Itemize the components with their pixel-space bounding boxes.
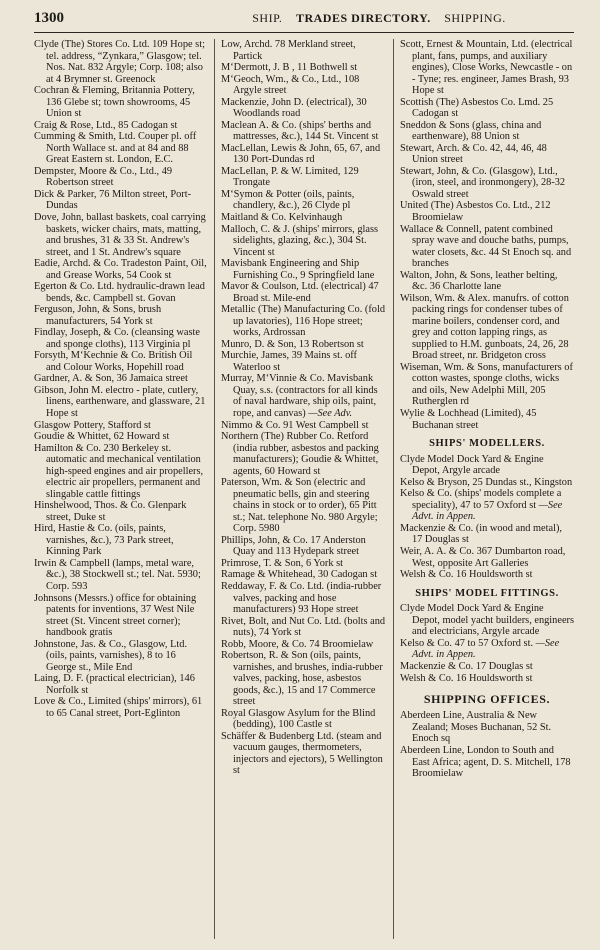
directory-entry bbox=[221, 639, 387, 651]
entry-text: Johnstone, Jas. & Co., Glasgow, Ltd. (oils, paints, varnishes), 8 to 16 George st., Mile End bbox=[34, 638, 188, 673]
directory-entry bbox=[400, 200, 574, 223]
entry-text: Mavor & Coulson, Ltd. (electrical) 47 Broad st. Mile-end bbox=[221, 281, 379, 304]
entry-text: Clyde (The) Stores Co. Ltd. 109 Hope st; tel. address, “Zynkara,” Glasgow; tel. Nos. Nat. 832 Argyle; Corp. 108; also at 4 Brymner st. Greenock bbox=[34, 39, 205, 85]
directory-entry bbox=[400, 454, 574, 477]
directory-entry bbox=[400, 523, 574, 546]
entry-text: Murchie, James, 39 Mains st. off Waterloo st bbox=[221, 350, 357, 373]
entry-text: Wallace & Connell, patent combined spray wave and douche baths, pumps, water closets, &c. 44 St Enoch sq. and branches bbox=[400, 223, 572, 270]
entry-text: Mackenzie & Co. (in wood and metal), 17 Douglas st bbox=[400, 522, 563, 546]
entry-text: Ramage & Whitehead, 30 Cadogan st bbox=[221, 569, 378, 581]
directory-entry bbox=[221, 569, 387, 581]
directory-entry bbox=[34, 523, 208, 558]
entry-text: Rivet, Bolt, and Nut Co. Ltd. (bolts and nuts), 74 York st bbox=[221, 615, 386, 639]
directory-entry bbox=[34, 281, 208, 304]
entry-text: Hird, Hastie & Co. (oils, paints, varnishes, &c.), 73 Park street, Kinning Park bbox=[34, 523, 174, 558]
entry-text: Kelso & Co. (ships' models complete a speciality), 47 to 57 Oxford st bbox=[400, 488, 562, 511]
entry-text: Primrose, T. & Son, 6 York st bbox=[221, 557, 344, 569]
entry-text: Wiseman, Wm. & Sons, manufacturers of cotton wastes, sponge cloths, wicks and oils, New Adelphi Mill, 205 Rutherglen rd bbox=[400, 361, 573, 408]
directory-entry bbox=[221, 431, 387, 477]
advertisement-reference: —See Advt. in Appen. bbox=[412, 637, 560, 661]
directory-entry bbox=[221, 281, 387, 304]
directory-entry bbox=[221, 224, 387, 259]
entry-text: Maclean A. & Co. (ships' berths and mattresses, &c.), 144 St. Vincent st bbox=[221, 119, 379, 143]
entry-text: M‘Geoch, Wm., & Co., Ltd., 108 Argyle street bbox=[221, 73, 360, 97]
directory-entry bbox=[221, 420, 387, 432]
directory-entry bbox=[400, 143, 574, 166]
entry-text: Laing, D. F. (practical electrician), 146 Norfolk st bbox=[34, 673, 195, 696]
entry-text: Munro, D. & Son, 13 Robertson st bbox=[221, 338, 364, 350]
directory-entry bbox=[34, 673, 208, 696]
entry-text: Forsyth, M‘Kechnie & Co. British Oil and Colour Works, Hopehill road bbox=[34, 350, 193, 373]
entry-text: Dove, John, ballast baskets, coal carrying baskets, wicker chairs, mats, matting, and brushes, 31 & 33 St. Andrew's street, and 1 St. Andrew's square bbox=[34, 211, 206, 258]
entry-text: Dick & Parker, 76 Milton street, Port-Dundas bbox=[34, 188, 192, 212]
directory-entry bbox=[400, 408, 574, 431]
running-header-left: SHIP. bbox=[252, 11, 283, 25]
directory-entry bbox=[221, 62, 387, 74]
directory-entry bbox=[34, 131, 208, 166]
entry-text: Hinshelwood, Thos. & Co. Glenpark street, Duke st bbox=[34, 500, 187, 523]
directory-entry bbox=[34, 373, 208, 385]
entry-text: Egerton & Co. Ltd. hydraulic-drawn lead bends, &c. Campbell st. Govan bbox=[34, 281, 205, 304]
directory-entry bbox=[400, 477, 574, 489]
directory-entry bbox=[400, 120, 574, 143]
entry-text: Maitland & Co. Kelvinhaugh bbox=[221, 211, 343, 223]
directory-entry bbox=[221, 304, 387, 339]
directory-entry bbox=[400, 362, 574, 408]
directory-entry bbox=[400, 673, 574, 685]
directory-entry bbox=[400, 293, 574, 362]
running-header-right: SHIPPING. bbox=[444, 11, 506, 25]
directory-entry bbox=[221, 39, 387, 62]
entry-text: Mackenzie & Co. 17 Douglas st bbox=[400, 660, 533, 672]
entry-text: Malloch, C. & J. (ships' mirrors, glass sidelights, glazing, &c.), 304 St. Vincent st bbox=[221, 223, 379, 258]
directory-entry bbox=[34, 639, 208, 674]
entry-text: Clyde Model Dock Yard & Engine Depot, Argyle arcade bbox=[400, 453, 544, 477]
directory-entry bbox=[400, 97, 574, 120]
section-heading: SHIPS' MODELLERS. bbox=[429, 438, 545, 450]
entry-text: Walton, John, & Sons, leather belting, &c. 36 Charlotte lane bbox=[400, 269, 558, 293]
directory-entry bbox=[34, 500, 208, 523]
running-header-center: TRADES DIRECTORY. bbox=[295, 11, 431, 25]
directory-entry bbox=[34, 385, 208, 420]
advertisement-reference: —See Advt. in Appen. bbox=[412, 499, 563, 523]
directory-entry bbox=[221, 212, 387, 224]
advertisement-reference: —See Adv. bbox=[308, 408, 353, 419]
entry-text: Robb, Moore, & Co. 74 Broomielaw bbox=[221, 638, 374, 650]
entry-text: Johnsons (Messrs.) office for obtaining patents for inventions, 37 West Nile street (St. Vincent street corner); handbook gratis bbox=[34, 592, 197, 639]
entry-text: Wylie & Lochhead (Limited), 45 Buchanan street bbox=[400, 408, 537, 431]
entry-text: Gardner, A. & Son, 36 Jamaica street bbox=[34, 373, 188, 385]
directory-entry bbox=[34, 327, 208, 350]
entry-text: Stewart, Arch. & Co. 42, 44, 46, 48 Union street bbox=[400, 142, 547, 166]
directory-entry bbox=[221, 120, 387, 143]
directory-entry bbox=[221, 258, 387, 281]
directory-entry bbox=[221, 616, 387, 639]
directory-entry bbox=[400, 603, 574, 638]
entry-text: Mavisbank Engineering and Ship Furnishing Co., 9 Springfield lane bbox=[221, 258, 375, 281]
entry-text: Aberdeen Line, Australia & New Zealand; Moses Buchanan, 52 St. Enoch sq bbox=[400, 710, 552, 745]
entry-text: Paterson, Wm. & Son (electric and pneumatic bells, gin and steering chains in stock or to order), 65 Pitt st.; Nat. telephone No. 980 Argyle; Corp. 5980 bbox=[221, 477, 378, 535]
directory-entry bbox=[221, 708, 387, 731]
column-1 bbox=[34, 39, 214, 939]
entry-text: Hamilton & Co. 230 Berkeley st. automatic and mechanical ventilation high-speed engines and air propellers, electric air propellers, permanent and slingable cattle fittings bbox=[34, 442, 204, 500]
section-heading: SHIPPING OFFICES. bbox=[423, 692, 551, 707]
entry-text: Mackenzie, John D. (electrical), 30 Woodlands road bbox=[221, 96, 367, 120]
entry-text: United (The) Asbestos Co. Ltd., 212 Broomielaw bbox=[400, 200, 551, 223]
entry-text: Irwin & Campbell (lamps, metal ware, &c.), 38 Stockwell st.; tel. Nat. 5930; Corp. 593 bbox=[34, 557, 201, 592]
directory-entry bbox=[221, 339, 387, 351]
entry-text: Aberdeen Line, London to South and East Africa; agent, D. S. Mitchell, 178 Broomielaw bbox=[400, 745, 571, 780]
entry-text: M‘Dermott, J. B , 11 Bothwell st bbox=[221, 62, 358, 74]
directory-entry bbox=[400, 638, 574, 661]
directory-entry bbox=[400, 224, 574, 270]
entry-text: Ferguson, John, & Sons, brush manufacturers, 54 York st bbox=[34, 304, 162, 327]
entry-text: Cochran & Fleming, Britannia Pottery, 136 Glebe st; town showrooms, 45 Union st bbox=[34, 85, 195, 120]
entry-text: Welsh & Co. 16 Houldsworth st bbox=[400, 672, 533, 684]
entry-text: Wilson, Wm. & Alex. manufrs. of cotton packing rings for condenser tubes of marine boilers, condenser cord, and grey and cotton lapping rings, as supplied to H.M. gunboats, 24, 26, 28 Broad street, nr. Bridgeton cross bbox=[400, 292, 569, 362]
directory-entry bbox=[400, 166, 574, 201]
entry-text: Scottish (The) Asbestos Co. Lmd. 25 Cadogan st bbox=[400, 96, 554, 120]
running-header bbox=[184, 11, 574, 26]
entry-text: Schäffer & Budenberg Ltd. (steam and vacuum gauges, thermometers, injectors and ejectors), 5 Wellington st bbox=[221, 730, 383, 777]
directory-entry bbox=[34, 696, 208, 719]
directory-entry bbox=[221, 189, 387, 212]
directory-entry bbox=[400, 745, 574, 780]
directory-entry bbox=[221, 581, 387, 616]
directory-entry bbox=[221, 143, 387, 166]
directory-entry bbox=[34, 166, 208, 189]
column-3 bbox=[394, 39, 574, 939]
entry-text: Goudie & Whittet, 62 Howard st bbox=[34, 431, 170, 443]
directory-entry bbox=[34, 39, 208, 85]
directory-entry bbox=[221, 373, 387, 419]
directory-entry bbox=[34, 85, 208, 120]
directory-entry bbox=[34, 189, 208, 212]
entry-text: Scott, Ernest & Mountain, Ltd. (electrical plant, fans, pumps, and auxiliary engines), Close Works, Newcastle - on - Tyne; res. engineer, James Brash, 93 Hope st bbox=[400, 39, 573, 97]
directory-entry bbox=[400, 661, 574, 673]
entry-text: Robertson, R. & Son (oils, paints, varnishes, and brushes, india-rubber valves, packing, hose, asbestos goods, &c.), 15 and 17 Commerce street bbox=[221, 650, 383, 708]
directory-entry bbox=[34, 443, 208, 501]
column-2 bbox=[214, 39, 394, 939]
directory-entry bbox=[34, 304, 208, 327]
directory-entry bbox=[34, 558, 208, 593]
entry-text: Dempster, Moore & Co., Ltd., 49 Robertson street bbox=[34, 165, 173, 189]
entry-text: Stewart, John, & Co. (Glasgow), Ltd., (iron, steel, and ironmongery), 28-32 Oswald street bbox=[400, 165, 566, 200]
entry-text: MacLellan, P. & W. Limited, 129 Trongate bbox=[221, 165, 359, 189]
directory-entry bbox=[221, 350, 387, 373]
directory-entry bbox=[34, 431, 208, 443]
entry-text: Glasgow Pottery, Stafford st bbox=[34, 419, 151, 431]
entry-text: Sneddon & Sons (glass, china and earthenware), 88 Union st bbox=[400, 119, 542, 143]
directory-entry bbox=[221, 650, 387, 708]
entry-text: Phillips, John, & Co. 17 Anderston Quay and 113 Hydepark street bbox=[221, 534, 366, 558]
entry-text: Royal Glasgow Asylum for the Blind (bedding), 100 Castle st bbox=[221, 707, 376, 731]
directory-entry bbox=[34, 420, 208, 432]
directory-entry bbox=[221, 97, 387, 120]
directory-entry bbox=[400, 710, 574, 745]
directory-entry bbox=[221, 74, 387, 97]
directory-entry bbox=[400, 270, 574, 293]
directory-entry bbox=[400, 39, 574, 97]
directory-entry bbox=[221, 731, 387, 777]
entry-text: Eadie, Archd. & Co. Tradeston Paint, Oil, and Grease Works, 54 Cook st bbox=[34, 258, 207, 281]
entry-text: Findlay, Joseph, & Co. (cleansing waste and sponge cloths), 113 Virginia pl bbox=[34, 327, 200, 350]
entry-text: Low, Archd. 78 Merkland street, Partick bbox=[221, 39, 356, 62]
directory-entry bbox=[34, 212, 208, 258]
entry-text: Gibson, John M. electro - plate, cutlery, linens, earthenware, and glassware, 21 Hope st bbox=[34, 384, 206, 419]
entry-text: Craig & Rose, Ltd., 85 Cadogan st bbox=[34, 119, 178, 131]
columns bbox=[34, 39, 574, 939]
entry-text: MacLellan, Lewis & John, 65, 67, and 130 Port-Dundas rd bbox=[221, 142, 381, 166]
directory-entry bbox=[400, 546, 574, 569]
directory-entry bbox=[221, 477, 387, 535]
directory-entry bbox=[34, 593, 208, 639]
directory-entry bbox=[400, 569, 574, 581]
directory-entry bbox=[221, 535, 387, 558]
entry-text: Metallic (The) Manufacturing Co. (fold up lavatories), 116 Hope street; works, Ardrossan bbox=[221, 304, 386, 339]
directory-entry bbox=[221, 166, 387, 189]
entry-text: Cumming & Smith, Ltd. Couper pl. off North Wallace st. and at 84 and 88 Great Eastern st. London, E.C. bbox=[34, 131, 197, 166]
entry-text: Kelso & Bryson, 25 Dundas st., Kingston bbox=[400, 476, 573, 488]
page-header bbox=[34, 10, 574, 33]
directory-entry bbox=[34, 350, 208, 373]
entry-text: M‘Symon & Potter (oils, paints, chandlery, &c.), 26 Clyde pl bbox=[221, 188, 355, 212]
entry-text: Welsh & Co. 16 Houldsworth st bbox=[400, 569, 533, 581]
entry-text: Reddaway, F. & Co. Ltd. (india-rubber valves, packing and hose manufacturers) 93 Hope street bbox=[221, 580, 382, 616]
entry-text: Murray, M‘Vinnie & Co. Mavisbank Quay, s.s. (contractors for all kinds of naval hardware, ship oils, paint, rope, and canvas) bbox=[221, 373, 378, 419]
entry-text: Kelso & Co. 47 to 57 Oxford st. bbox=[400, 637, 534, 649]
section-heading: SHIPS' MODEL FITTINGS. bbox=[415, 587, 559, 599]
entry-text: Nimmo & Co. 91 West Campbell st bbox=[221, 419, 369, 431]
entry-text: Clyde Model Dock Yard & Engine Depot, model yacht builders, engineers and electricians, Argyle arcade bbox=[400, 603, 574, 638]
entry-text: Love & Co., Limited (ships' mirrors), 61 to 65 Canal street, Port-Eglinton bbox=[34, 696, 203, 719]
entry-text: Northern (The) Rubber Co. Retford (india rubber, asbestos and packing manufacturers); Goudie & Whittet, agents, 60 Howard st bbox=[221, 431, 379, 477]
directory-entry bbox=[34, 120, 208, 132]
directory-entry bbox=[400, 488, 574, 523]
directory-entry bbox=[221, 558, 387, 570]
directory-entry bbox=[34, 258, 208, 281]
entry-text: Weir, A. A. & Co. 367 Dumbarton road, West, opposite Art Galleries bbox=[400, 546, 566, 569]
page-number: 1300 bbox=[34, 10, 64, 26]
